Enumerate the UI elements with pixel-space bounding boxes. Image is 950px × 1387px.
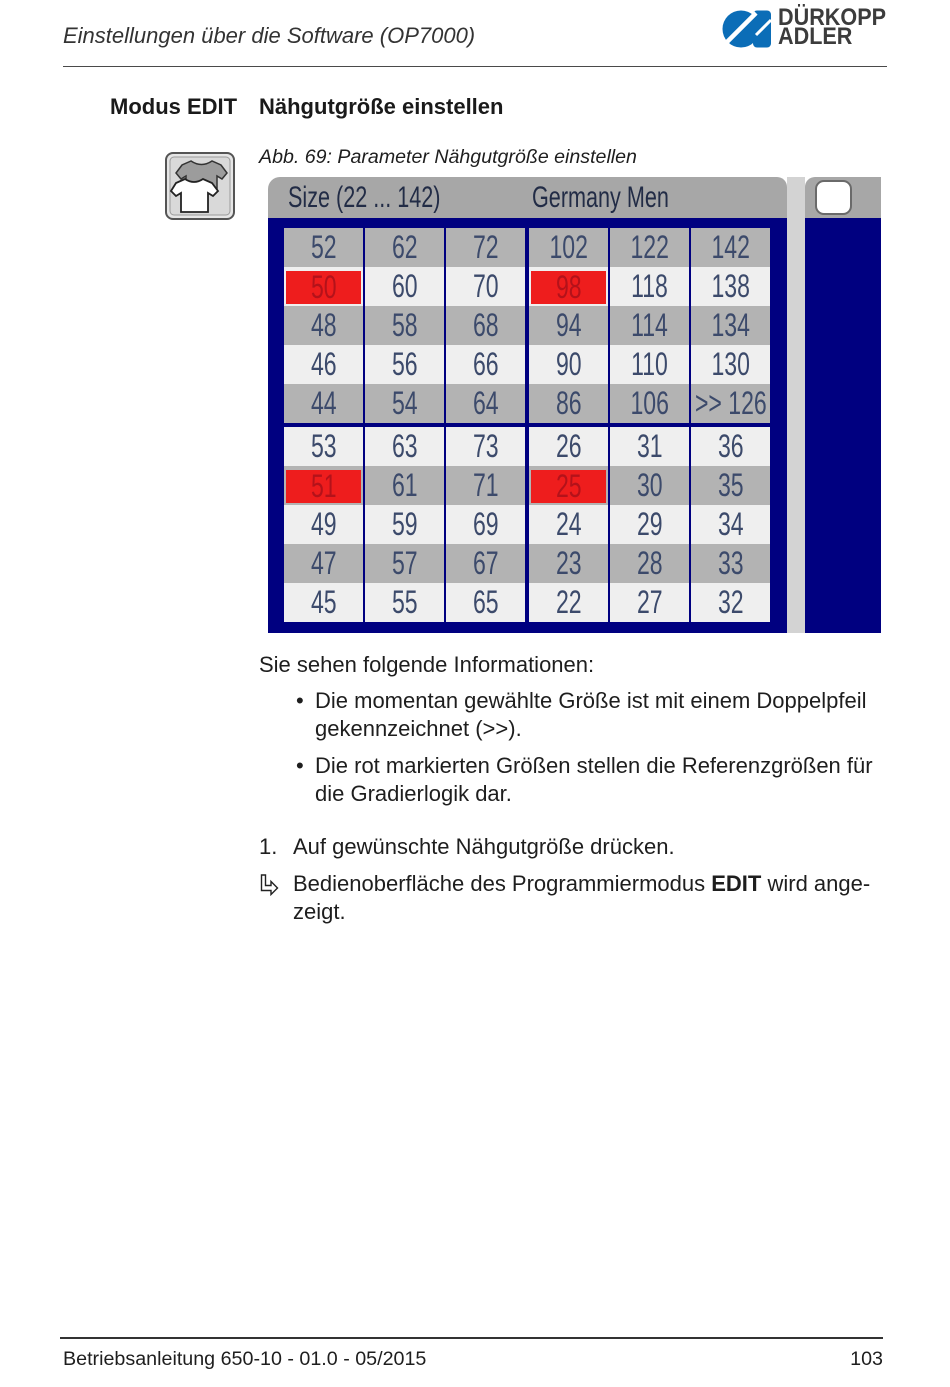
size-cell-label: 94	[555, 307, 582, 343]
bullet-line: Die momentan gewählte Größe ist mit einem Doppelpfeil	[315, 688, 867, 713]
size-cell-label: 64	[472, 385, 499, 421]
screen-right-panel	[805, 218, 881, 633]
size-cell-label: 73	[472, 428, 499, 464]
size-cell-label: >> 126	[694, 385, 767, 421]
bullet-symbol: •	[296, 688, 304, 713]
size-cell[interactable]	[610, 228, 689, 267]
size-cell-label: 55	[391, 584, 418, 620]
section-heading: Nähgutgröße einstellen	[259, 94, 504, 119]
size-cell-label: 61	[391, 467, 418, 503]
size-cell-selected[interactable]	[691, 384, 770, 423]
result-mode-name: EDIT	[711, 871, 762, 896]
bullet-item	[315, 687, 866, 743]
size-cell-label: 57	[391, 545, 418, 581]
size-cell[interactable]	[691, 306, 770, 345]
section-mode-label: Modus EDIT	[110, 94, 238, 119]
size-cell-label: 24	[555, 506, 582, 542]
bullet-line: die Gradierlogik dar.	[315, 781, 512, 806]
size-cell-label: 67	[472, 545, 499, 581]
size-selection-screen	[268, 177, 881, 633]
size-cell-label: 138	[711, 268, 750, 304]
brand-logo-text	[778, 4, 887, 50]
size-cell-label: 58	[391, 307, 418, 343]
size-cell[interactable]	[284, 583, 363, 622]
size-cell[interactable]	[365, 228, 444, 267]
size-cell[interactable]	[529, 384, 608, 423]
blank-button-icon[interactable]	[815, 180, 852, 215]
screen-title: Size (22 ... 142)	[288, 181, 441, 214]
size-cell[interactable]	[284, 544, 363, 583]
size-cell-label: 28	[636, 545, 663, 581]
size-cell[interactable]	[446, 544, 525, 583]
size-cell[interactable]	[691, 466, 770, 505]
size-cell[interactable]	[284, 345, 363, 384]
size-cell[interactable]	[529, 427, 608, 466]
size-cell[interactable]	[365, 345, 444, 384]
size-cell-label: 130	[711, 346, 750, 382]
size-cell[interactable]	[446, 267, 525, 306]
size-cell[interactable]	[691, 267, 770, 306]
size-cell-reference[interactable]	[529, 267, 608, 306]
size-cell-label: 35	[717, 467, 744, 503]
size-cell-label: 51	[310, 468, 337, 504]
size-cell-label: 68	[472, 307, 499, 343]
footer-divider	[60, 1337, 883, 1339]
shirt-size-icon	[165, 152, 235, 220]
size-cell-label: 32	[717, 584, 744, 620]
result-arrow-icon	[259, 874, 279, 896]
logo-line-2: ADLER	[778, 23, 853, 50]
size-cell[interactable]	[610, 345, 689, 384]
size-cell-label: 33	[717, 545, 744, 581]
size-cell-label: 70	[472, 268, 499, 304]
size-cell-label: 30	[636, 467, 663, 503]
bullet-symbol: •	[296, 753, 304, 778]
logo-line-1: DÜRKOPP	[778, 4, 887, 31]
size-cell[interactable]	[529, 544, 608, 583]
size-cell[interactable]	[365, 583, 444, 622]
size-cell[interactable]	[529, 306, 608, 345]
size-cell-label: 46	[310, 346, 337, 382]
size-cell[interactable]	[610, 505, 689, 544]
size-cell-label: 29	[636, 506, 663, 542]
result-text	[293, 870, 870, 926]
size-cell[interactable]	[284, 427, 363, 466]
size-cell-label: 62	[391, 229, 418, 265]
result-text-after: wird ange-	[767, 871, 871, 896]
size-cell-label: 50	[310, 269, 337, 305]
result-text-before: Bedienoberfläche des Programmiermodus	[293, 871, 706, 896]
size-cell[interactable]	[446, 306, 525, 345]
result-line: zeigt.	[293, 899, 346, 924]
size-cell-label: 53	[310, 428, 337, 464]
size-cell[interactable]	[529, 505, 608, 544]
size-cell[interactable]	[691, 345, 770, 384]
size-cell[interactable]	[284, 505, 363, 544]
size-cell[interactable]	[529, 583, 608, 622]
size-cell[interactable]	[610, 427, 689, 466]
size-cell-label: 118	[631, 268, 668, 304]
size-cell[interactable]	[691, 544, 770, 583]
size-cell-label: 60	[391, 268, 418, 304]
size-cell-label: 34	[717, 506, 744, 542]
size-cell-reference[interactable]	[529, 466, 608, 505]
size-cell-label: 31	[636, 428, 663, 464]
size-cell-label: 114	[631, 307, 668, 343]
size-cell[interactable]	[446, 583, 525, 622]
bullet-item	[315, 752, 873, 808]
size-cell[interactable]	[365, 306, 444, 345]
size-cell-label: 25	[555, 468, 582, 504]
size-cell-label: 49	[310, 506, 337, 542]
size-cell[interactable]	[446, 345, 525, 384]
step-text: Auf gewünschte Nähgutgröße drücken.	[293, 834, 675, 859]
size-cell-label: 90	[555, 346, 582, 382]
size-cell-label: 110	[631, 346, 668, 382]
size-cell[interactable]	[365, 505, 444, 544]
size-cell-label: 36	[717, 428, 744, 464]
size-cell[interactable]	[284, 384, 363, 423]
size-cell-label: 65	[472, 584, 499, 620]
intro-text: Sie sehen folgende Informationen:	[259, 652, 595, 677]
screen-title-bar	[268, 177, 787, 218]
size-cell[interactable]	[610, 267, 689, 306]
size-cell-label: 106	[630, 385, 669, 421]
size-cell[interactable]	[446, 466, 525, 505]
size-cell[interactable]	[365, 466, 444, 505]
size-cell-label: 134	[711, 307, 750, 343]
size-cell-label: 47	[310, 545, 337, 581]
size-cell-label: 102	[549, 229, 588, 265]
size-cell[interactable]	[610, 384, 689, 423]
size-cell-reference[interactable]	[284, 466, 363, 505]
page-number: 103	[850, 1348, 883, 1370]
size-cell-label: 72	[472, 229, 499, 265]
size-cell[interactable]	[446, 505, 525, 544]
step-number: 1.	[259, 834, 278, 859]
size-cell[interactable]	[691, 427, 770, 466]
figure-caption: Abb. 69: Parameter Nähgutgröße einstellen	[259, 146, 637, 168]
size-cell[interactable]	[529, 228, 608, 267]
size-cell-label: 23	[555, 545, 582, 581]
size-cell[interactable]	[610, 466, 689, 505]
size-cell-label: 27	[636, 584, 663, 620]
bullet-line: Die rot markierten Größen stellen die Referenzgrößen für	[315, 753, 873, 778]
size-cell-label: 98	[555, 269, 582, 305]
size-cell-label: 45	[310, 584, 337, 620]
screen-subtitle: Germany Men	[532, 181, 669, 214]
running-header-title: Einstellungen über die Software (OP7000)	[63, 23, 476, 48]
footer-document-id: Betriebsanleitung 650-10 - 01.0 - 05/2015	[63, 1348, 427, 1370]
size-cell-label: 54	[391, 385, 418, 421]
size-cell-label: 71	[472, 467, 499, 503]
size-cell[interactable]	[529, 345, 608, 384]
size-cell[interactable]	[610, 306, 689, 345]
size-cell-label: 22	[555, 584, 582, 620]
size-table	[284, 228, 770, 622]
size-cell-label: 142	[711, 229, 750, 265]
duerkopp-adler-logo-icon	[722, 9, 774, 49]
header-divider	[63, 66, 887, 67]
size-cell-label: 122	[630, 229, 669, 265]
size-cell[interactable]	[365, 544, 444, 583]
size-cell[interactable]	[284, 306, 363, 345]
size-cell-label: 63	[391, 428, 418, 464]
size-cell-label: 26	[555, 428, 582, 464]
size-cell[interactable]	[610, 544, 689, 583]
size-cell-label: 48	[310, 307, 337, 343]
size-cell-label: 44	[310, 385, 337, 421]
size-cell-reference[interactable]	[284, 267, 363, 306]
size-cell[interactable]	[365, 267, 444, 306]
size-cell[interactable]	[365, 427, 444, 466]
size-cell[interactable]	[365, 384, 444, 423]
size-cell-label: 66	[472, 346, 499, 382]
size-cell[interactable]	[446, 427, 525, 466]
size-cell[interactable]	[446, 384, 525, 423]
size-cell-label: 59	[391, 506, 418, 542]
size-cell[interactable]	[284, 228, 363, 267]
size-cell[interactable]	[446, 228, 525, 267]
size-cell[interactable]	[691, 583, 770, 622]
size-cell-label: 86	[555, 385, 582, 421]
size-cell-label: 52	[310, 229, 337, 265]
size-cell-label: 56	[391, 346, 418, 382]
size-cell[interactable]	[610, 583, 689, 622]
bullet-line: gekennzeichnet (>>).	[315, 716, 522, 741]
result-line	[293, 870, 870, 898]
size-cell[interactable]	[691, 505, 770, 544]
size-cell[interactable]	[691, 228, 770, 267]
size-cell-label: 69	[472, 506, 499, 542]
screen-side-strip	[787, 177, 805, 633]
